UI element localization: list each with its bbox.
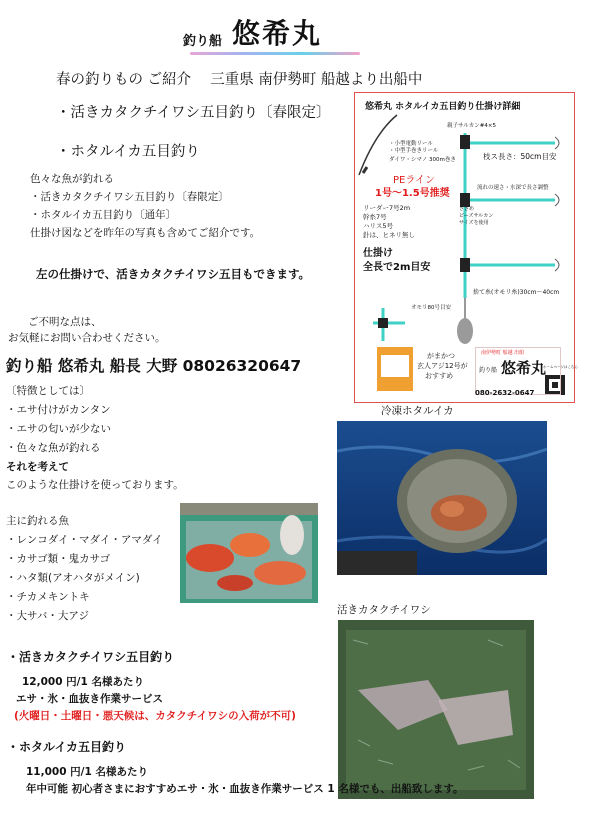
logo-swoosh (190, 52, 360, 55)
anchovy-photo-graphic (338, 620, 534, 799)
fish-line: ・カサゴ類・鬼カサゴ (6, 553, 111, 565)
rig-pe-line: PEライン (393, 175, 436, 186)
price1-service: エサ・氷・血抜き作業サービス (16, 693, 163, 705)
desc-line: ・ホタルイカ五目釣り〔通年〕 (30, 209, 177, 221)
rig-reel-sub: ダイワ・シマノ 300m巻き (389, 157, 456, 163)
rig-bead: ささめ (459, 206, 475, 212)
captain-contact: 釣り船 悠希丸 船長 大野 08026320647 (6, 357, 302, 375)
price2-amount: 11,000 円/1 名様あたり (26, 766, 148, 778)
price2-service: 年中可能 初心者さまにおすすめエサ・氷・血抜き作業サービス 1 名様でも、出船致します。 (26, 783, 464, 795)
rig-adjust-note: 流れの速さ・水深で長さ調整 (477, 185, 549, 191)
price1-title: ・活きカタクチイワシ五目釣り (7, 650, 175, 664)
price1-amount: 12,000 円/1 名様あたり (22, 676, 144, 688)
rig-hook-pack: がまかつ (427, 352, 455, 360)
frozen-squid-photo (337, 421, 547, 575)
fish-line: ・レンコダイ・マダイ・アマダイ (6, 534, 163, 546)
rig-sinker: オモリ80号目安 (411, 305, 451, 311)
rig-pe-recommend: 1号〜1.5号推奨 (375, 188, 450, 199)
rig-diagram-panel (354, 92, 578, 403)
logo-title: 悠希丸 (232, 17, 323, 50)
rig-bead: ビーズサルカン (459, 213, 494, 219)
desc-line: ・活きカタクチイワシ五目釣り〔春限定〕 (30, 191, 229, 203)
rig-branch-length: 枝ス長さ：50cm目安 (483, 152, 557, 161)
boat-card-name: 悠希丸 (501, 359, 547, 377)
rig-bead: サイズを使用 (459, 220, 489, 226)
boat-card-top: 南伊勢町 船越 出船 (481, 350, 525, 356)
desc-line: 色々な魚が釣れる (30, 173, 114, 185)
logo-small-text: 釣り船 (183, 34, 223, 49)
feature-line: ・色々な魚が釣れる (6, 442, 101, 454)
price1-note: (火曜日・土曜日・悪天候は、カタクチイワシの入荷が不可) (14, 710, 296, 722)
item-hotaruika: ・ホタルイカ五目釣り (56, 144, 200, 160)
squid-photo-graphic (337, 421, 547, 575)
feature-line: このような仕掛けを使っております。 (6, 479, 184, 491)
live-anchovy-photo (338, 620, 534, 799)
rig-leader: 幹糸7号 (363, 213, 387, 221)
rig-leader: リーダー7号2m (363, 204, 411, 212)
boat-card-small: 釣り船 (479, 367, 498, 374)
rig-leader: 針は、ヒネリ無し (363, 231, 415, 239)
left-rig-note: 左の仕掛けで、活きカタクチイワシ五目もできます。 (36, 267, 311, 281)
rig-swivel-label: 親子サルカン#4×5 (447, 123, 496, 129)
caption-live-anchovy: 活きカタクチイワシ (337, 604, 431, 616)
contact-line: ご不明な点は、 (28, 316, 102, 328)
rig-title: 悠希丸 ホタルイカ五目釣り仕掛け詳細 (365, 102, 521, 112)
caught-fish-photo (180, 503, 318, 603)
rig-total-length: 全長で2m目安 (363, 262, 431, 273)
rig-reel-label: ・小型電動リール (389, 141, 433, 147)
rig-leader: ハリス5号 (363, 222, 394, 230)
fish-heading: 主に釣れる魚 (6, 515, 69, 527)
item-iwashi: ・活きカタクチイワシ五目釣り〔春限定〕 (56, 105, 331, 121)
intro-heading: 春の釣りもの ご紹介 三重県 南伊勢町 船越より出船中 (56, 72, 423, 88)
price2-title: ・ホタルイカ五目釣り (7, 740, 127, 754)
rig-hook-pack: 玄人アジ12号が (417, 362, 468, 370)
qr-note: ホームページはこちら (543, 365, 578, 369)
feature-line: ・エサ付けがカンタン (6, 404, 111, 416)
caption-frozen-squid: 冷凍ホタルイカ (381, 405, 454, 417)
rig-sinker-line: 捨て糸(オモリ糸)30cm〜40cm (473, 289, 560, 296)
contact-line: お気軽にお問い合わせください。 (8, 332, 166, 344)
feature-line: それを考えて (6, 461, 69, 473)
rig-reel-label: ・中型手巻きリール (389, 148, 439, 154)
feature-line: ・エサの匂いが少ない (6, 423, 111, 435)
feature-line: 〔特徴としては〕 (6, 385, 90, 397)
fish-photo-graphic (180, 503, 318, 603)
fish-line: ・大サバ・大アジ (6, 610, 89, 622)
boat-card-phone: 080-2632-0647 (475, 389, 535, 397)
fish-line: ・ハタ類(アオハタがメイン) (6, 572, 140, 584)
desc-line: 仕掛け図などを昨年の写真も含めてご紹介です。 (30, 227, 261, 239)
fish-line: ・チカメキントキ (6, 591, 90, 603)
rig-total-label: 仕掛け (363, 248, 393, 259)
rig-hook-pack: おすすめ (425, 372, 454, 380)
